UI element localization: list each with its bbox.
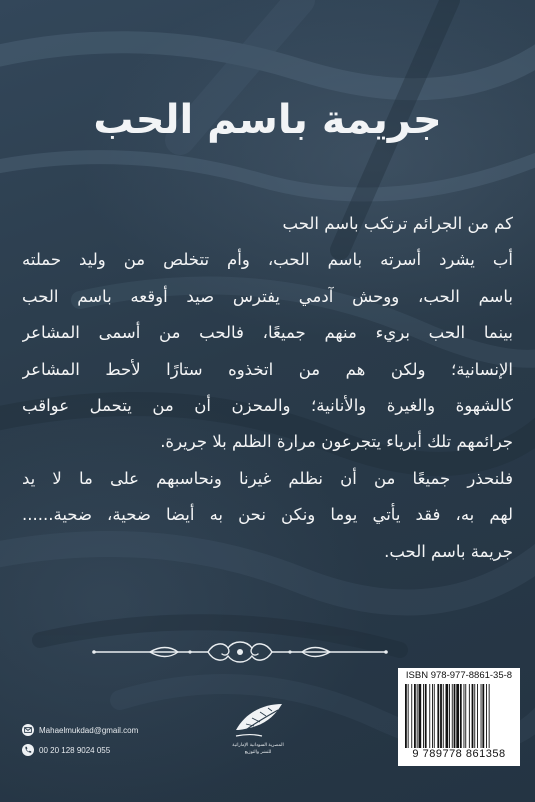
barcode-bars bbox=[404, 684, 514, 748]
barcode-bar bbox=[452, 684, 453, 748]
barcode-bar bbox=[405, 684, 407, 748]
book-title: جريمة باسم الحب bbox=[93, 97, 442, 143]
barcode-bar bbox=[460, 684, 462, 748]
barcode-bar bbox=[454, 684, 456, 748]
blurb-line: الإنسانية؛ ولكن هم من اتخذوه ستارًا لأحط المشاعر bbox=[22, 359, 513, 379]
isbn-label: ISBN 978-977-8861-35-8 bbox=[405, 670, 513, 681]
phone-number: 00 20 128 9024 055 bbox=[39, 745, 111, 755]
blurb-line: فلنحذر جميعًا من أن نظلم غيرنا ونحاسبهم على ما لا يد bbox=[22, 468, 513, 488]
barcode-bar bbox=[474, 684, 475, 748]
blurb-line: كم من الجرائم ترتكب باسم الحب bbox=[282, 214, 513, 233]
barcode-bar bbox=[440, 684, 442, 748]
publisher-name-line: للنشر والتوزيع bbox=[244, 750, 272, 755]
barcode-bar bbox=[486, 684, 487, 748]
barcode-bar bbox=[432, 684, 433, 748]
barcode-bar bbox=[472, 684, 474, 748]
barcode-bar bbox=[464, 684, 465, 748]
barcode-bar bbox=[489, 684, 490, 748]
blurb-line: جريمة باسم الحب. bbox=[384, 541, 513, 561]
publisher-name bbox=[222, 742, 294, 756]
barcode-bar bbox=[434, 684, 435, 748]
feather-pen-icon bbox=[232, 700, 284, 740]
isbn-barcode bbox=[398, 668, 520, 766]
publisher-name-line: المصرية السودانية الإماراتية bbox=[232, 743, 284, 748]
barcode-bar bbox=[417, 684, 418, 748]
blurb-line: بينما الحب بريء منهم جميعًا، فالحب من أسمى المشاعر bbox=[22, 323, 513, 343]
phone-icon bbox=[22, 744, 34, 756]
barcode-bar bbox=[408, 684, 409, 748]
publisher-logo bbox=[222, 700, 294, 772]
email-icon bbox=[22, 724, 34, 736]
phone-contact bbox=[22, 743, 110, 757]
barcode-bar bbox=[449, 684, 450, 748]
blurb-line: أب يشرد أسرته باسم الحب، وأم تتخلص من وليد حملته bbox=[22, 250, 513, 270]
ornamental-divider-icon bbox=[90, 636, 390, 668]
barcode-bar bbox=[456, 684, 459, 748]
barcode-bar bbox=[423, 684, 424, 748]
blurb-line: باسم الحب، ووحش آدمي يفترس صيد أوقعه باسم الحب bbox=[22, 286, 513, 306]
barcode-bar bbox=[437, 684, 439, 748]
barcode-bar bbox=[469, 684, 470, 748]
email-address: Mahaelmukdad@gmail.com bbox=[39, 725, 139, 735]
barcode-bar bbox=[446, 684, 449, 748]
barcode-bar bbox=[482, 684, 484, 748]
blurb-text bbox=[22, 206, 513, 570]
barcode-bar bbox=[419, 684, 422, 748]
blurb-line: لهم به، فقد يأتي يوما ونكن نحن به أيضا ضحية، ضحية...... bbox=[22, 505, 513, 525]
barcode-bar bbox=[481, 684, 482, 748]
email-contact bbox=[22, 723, 138, 737]
barcode-bar bbox=[425, 684, 427, 748]
blurb-line: جرائمهم تلك أبرياء يتجرعون مرارة الظلم بلا جريرة. bbox=[160, 432, 513, 452]
barcode-bar bbox=[465, 684, 466, 748]
barcode-bar bbox=[414, 684, 416, 748]
barcode-bar bbox=[477, 684, 478, 748]
barcode-digits: 9 789778 861358 bbox=[412, 748, 506, 760]
barcode-bar bbox=[443, 684, 444, 748]
blurb-line: كالشهوة والغيرة والأنانية؛ والمحزن أن من يتحمل عواقب bbox=[22, 395, 513, 415]
barcode-bar bbox=[411, 684, 412, 748]
barcode-bar bbox=[429, 684, 430, 748]
